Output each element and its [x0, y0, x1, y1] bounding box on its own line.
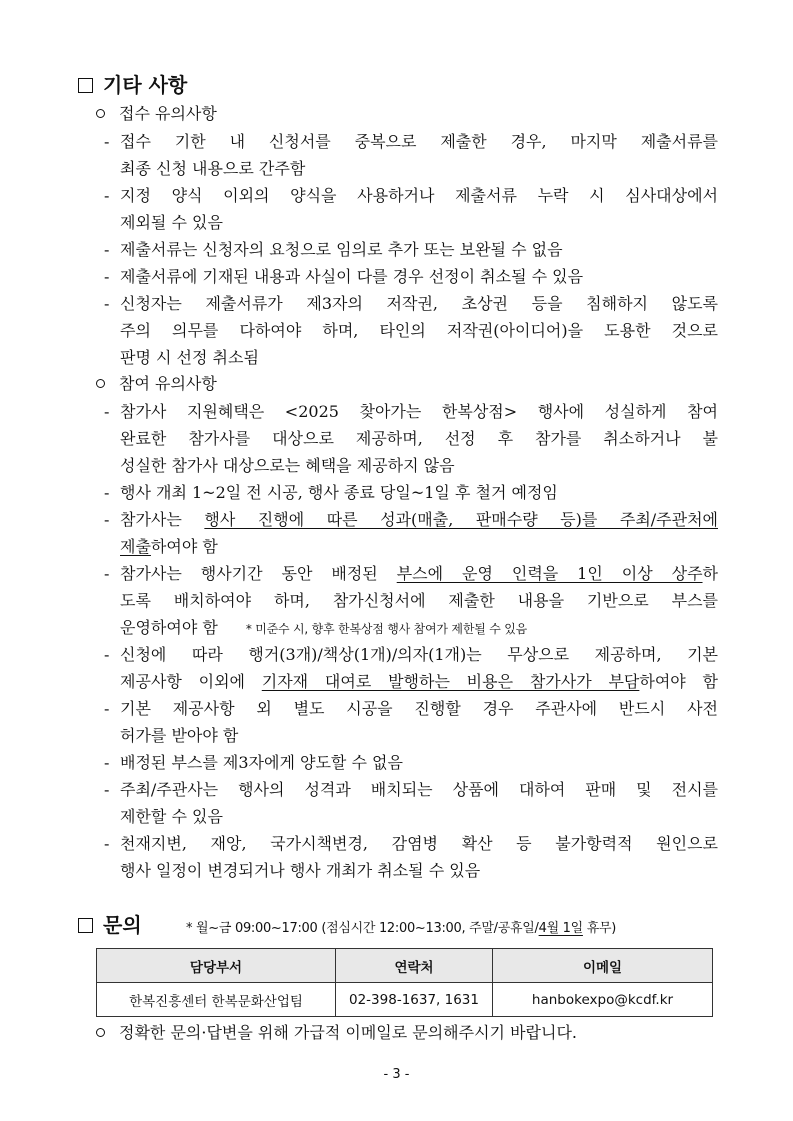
- list-item-continuation: 허가를 받아야 함: [120, 726, 239, 745]
- circle-bullet-icon: [96, 379, 105, 388]
- phone-cell: 02-398-1637, 1631: [336, 983, 493, 1017]
- list-item: - 제출서류에 기재된 내용과 사실이 다를 경우 선정이 취소될 수 있음: [104, 267, 584, 286]
- list-item: - 주최/주관사는 행사의 성격과 배치되는 상품에 대하여 판매 및 전시를: [104, 780, 718, 799]
- page-number: - 3 -: [383, 1067, 410, 1082]
- table-header-row: [97, 949, 713, 983]
- list-item: - 신청에 따라 행거(3개)/책상(1개)/의자(1개)는 무상으로 제공하며, 기본: [104, 645, 718, 664]
- list-item-continuation: 운영하여야 함 * 미준수 시, 향후 한복상점 행사 참여가 제한될 수 있음: [120, 618, 528, 637]
- list-item-continuation: 제한할 수 있음: [120, 807, 223, 826]
- section-heading-misc: [78, 72, 187, 98]
- list-item: - 참가사는 행사 진행에 따른 성과(매출, 판매수량 등)를 주최/주관처에: [104, 510, 718, 529]
- list-item-continuation: 제출하여야 함: [120, 537, 218, 556]
- list-item-continuation: 도록 배치하여야 하며, 참가신청서에 제출한 내용을 기반으로 부스를: [120, 591, 718, 610]
- notice-note: * 미준수 시, 향후 한복상점 행사 참여가 제한될 수 있음: [245, 622, 528, 636]
- underlined-text: 행사 진행에 따른 성과(매출, 판매수량 등)를 주최/주관처에: [204, 510, 718, 529]
- section-title: 문의: [103, 913, 142, 937]
- circle-bullet-icon: [96, 1028, 105, 1037]
- list-item: - 참가사는 행사기간 동안 배정된 부스에 운영 인력을 1인 이상 상주하: [104, 564, 718, 583]
- list-item: - 신청자는 제출서류가 제3자의 저작권, 초상권 등을 침해하지 않도록: [104, 294, 718, 313]
- list-item: - 참가사 지원혜택은 <2025 찾아가는 한복상점> 행사에 성실하게 참여: [104, 402, 718, 421]
- list-item: - 천재지변, 재앙, 국가시책변경, 감염병 확산 등 불가항력적 원인으로: [104, 834, 718, 853]
- list-item: - 기본 제공사항 외 별도 시공을 진행할 경우 주관사에 반드시 사전: [104, 699, 718, 718]
- list-item-continuation: 완료한 참가사를 대상으로 제공하며, 선정 후 참가를 취소하거나 불: [120, 429, 718, 448]
- email-cell: hanbokexpo@kcdf.kr: [493, 983, 713, 1017]
- list-item-continuation: 성실한 참가사 대상으로는 혜택을 제공하지 않음: [120, 456, 455, 475]
- list-item-continuation: 제공사항 이외에 기자재 대여로 발행하는 비용은 참가사가 부담하여야 함: [120, 672, 718, 691]
- list-item-continuation: 주의 의무를 다하여야 하며, 타인의 저작권(아이디어)을 도용한 것으로: [120, 321, 718, 340]
- circle-bullet-icon: [96, 109, 105, 118]
- list-item: - 접수 기한 내 신청서를 중복으로 제출한 경우, 마지막 제출서류를: [104, 132, 718, 151]
- list-item-continuation: 판명 시 선정 취소됨: [120, 348, 259, 367]
- subsection-title-participation: 참여 유의사항: [96, 371, 217, 397]
- square-bullet-icon: [78, 78, 93, 93]
- underlined-text: 제출: [120, 537, 151, 556]
- square-bullet-icon: [78, 918, 93, 933]
- subsection-title-submission: 접수 유의사항: [96, 101, 217, 127]
- list-item-continuation: 최종 신청 내용으로 간주함: [120, 159, 306, 178]
- table-row: [97, 983, 713, 1017]
- section-heading-inquiry: [78, 912, 142, 938]
- list-item-continuation: 제외될 수 있음: [120, 213, 223, 232]
- column-header-email: 이메일: [493, 949, 713, 983]
- column-header-department: 담당부서: [97, 949, 336, 983]
- office-hours-note: * 월~금 09:00~17:00 (점심시간 12:00~13:00, 주말/공휴일/4월 1일 휴무): [186, 921, 617, 936]
- list-item: - 제출서류는 신청자의 요청으로 임의로 추가 또는 보완될 수 없음: [104, 240, 563, 259]
- contact-table: [96, 948, 713, 1017]
- list-item-continuation: 행사 일정이 변경되거나 행사 개최가 취소될 수 있음: [120, 861, 481, 880]
- section-title: 기타 사항: [103, 73, 188, 97]
- underlined-text: 4월 1일: [538, 921, 583, 936]
- list-item: - 행사 개최 1~2일 전 시공, 행사 종료 당일~1일 후 철거 예정임: [104, 483, 558, 502]
- department-cell: 한복진흥센터 한복문화산업팀: [97, 983, 336, 1017]
- underlined-text: 기자재 대여로 발행하는 비용은 참가사가 부담: [261, 672, 640, 691]
- list-item: - 지정 양식 이외의 양식을 사용하거나 제출서류 누락 시 심사대상에서: [104, 186, 718, 205]
- list-item: - 배정된 부스를 제3자에게 양도할 수 없음: [104, 753, 403, 772]
- inquiry-footer-note: 정확한 문의·답변을 위해 가급적 이메일로 문의해주시기 바랍니다.: [96, 1020, 577, 1046]
- underlined-text: 부스에 운영 인력을 1인 이상 상주: [396, 564, 703, 583]
- column-header-contact: 연락처: [336, 949, 493, 983]
